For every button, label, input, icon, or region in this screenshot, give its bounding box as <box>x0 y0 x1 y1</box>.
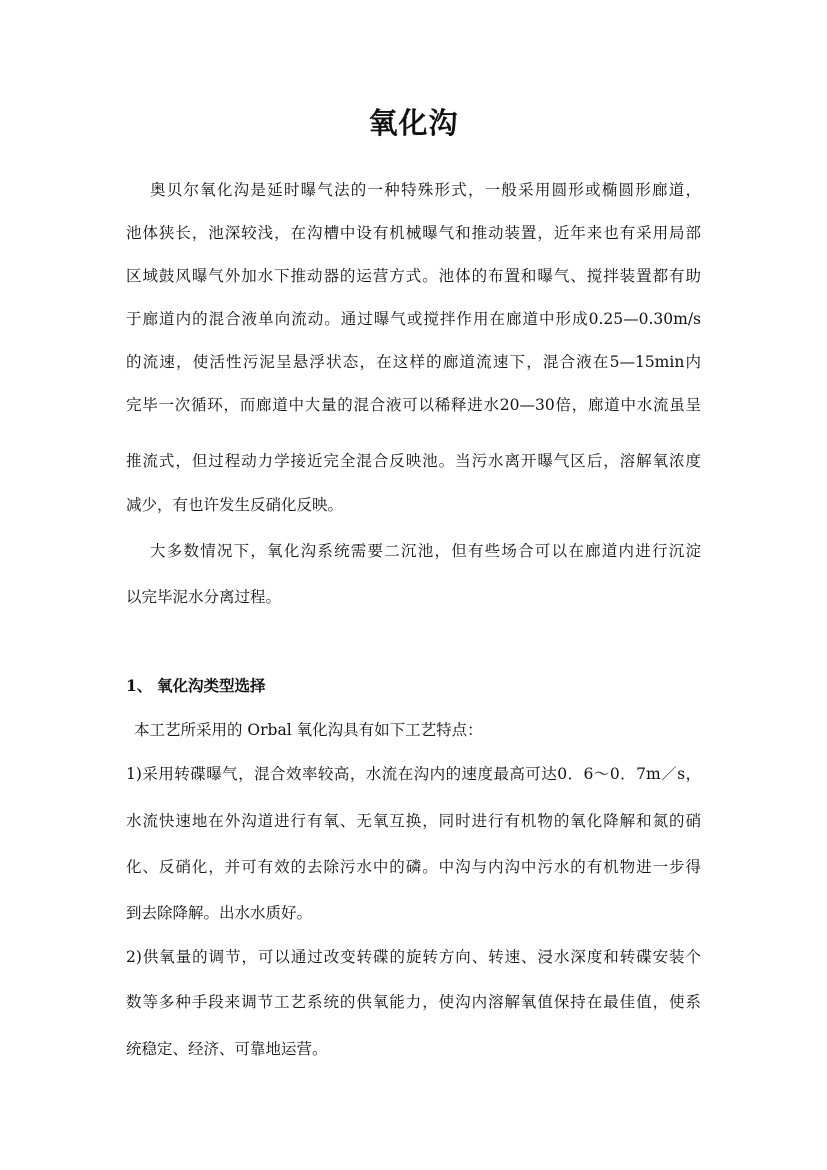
item-1-line-1: 1)采用转碟曝气，混合效率较高，水流在沟内的速度最高可达0．6～0．7m／s， <box>126 765 701 783</box>
section-intro: 本工艺所采用的 Orbal 氧化沟具有如下工艺特点： <box>134 721 483 739</box>
paragraph-1-line-2: 池体狭长，池深较浅，在沟槽中设有机械曝气和推动装置，近年来也有采用局部 <box>126 224 701 242</box>
item-1-line-3: 化、反硝化，并可有效的去除污水中的磷。中沟与内沟中污水的有机物进一步得 <box>126 858 701 876</box>
item-1-line-2: 水流快速地在外沟道进行有氧、无氧互换，同时进行有机物的氧化降解和氮的硝 <box>126 812 701 830</box>
paragraph-1-line-4: 于廊道内的混合液单向流动。通过曝气或搅拌作用在廊道中形成0.25—0.30m/s <box>126 310 701 328</box>
paragraph-1-line-7: 推流式，但过程动力学接近完全混合反映池。当污水离开曝气区后，溶解氧浓度 <box>126 452 701 470</box>
paragraph-2-line-2: 以完毕泥水分离过程。 <box>126 588 282 606</box>
page-title: 氧化沟 <box>368 106 459 140</box>
paragraph-2-line-1: 大多数情况下，氧化沟系统需要二沉池，但有些场合可以在廊道内进行沉淀 <box>150 542 701 560</box>
paragraph-1-line-1: 奥贝尔氧化沟是延时曝气法的一种特殊形式，一般采用圆形或椭圆形廊道， <box>150 181 701 199</box>
paragraph-1-line-3: 区域鼓风曝气外加水下推动器的运营方式。池体的布置和曝气、搅拌装置都有助 <box>126 267 701 285</box>
paragraph-1-line-5: 的流速，使活性污泥呈悬浮状态，在这样的廊道流速下，混合液在5—15min内 <box>126 353 701 371</box>
item-1-line-4: 到去除降解。出水水质好。 <box>126 904 313 922</box>
paragraph-1-line-6: 完毕一次循环，而廊道中大量的混合液可以稀释进水20—30倍，廊道中水流虽呈 <box>126 396 701 414</box>
section-title: 氧化沟类型选择 <box>157 676 266 695</box>
section-heading <box>126 675 266 697</box>
section-number: 1、 <box>126 676 153 695</box>
item-2-line-1: 2)供氧量的调节，可以通过改变转碟的旋转方向、转速、浸水深度和转碟安装个 <box>126 948 701 966</box>
item-2-line-2: 数等多种手段来调节工艺系统的供氧能力，使沟内溶解氧值保持在最佳值，使系 <box>126 993 701 1011</box>
item-2-line-3: 统稳定、经济、可靠地运营。 <box>126 1040 328 1058</box>
paragraph-1-line-8: 减少，有也许发生反硝化反映。 <box>126 496 344 514</box>
